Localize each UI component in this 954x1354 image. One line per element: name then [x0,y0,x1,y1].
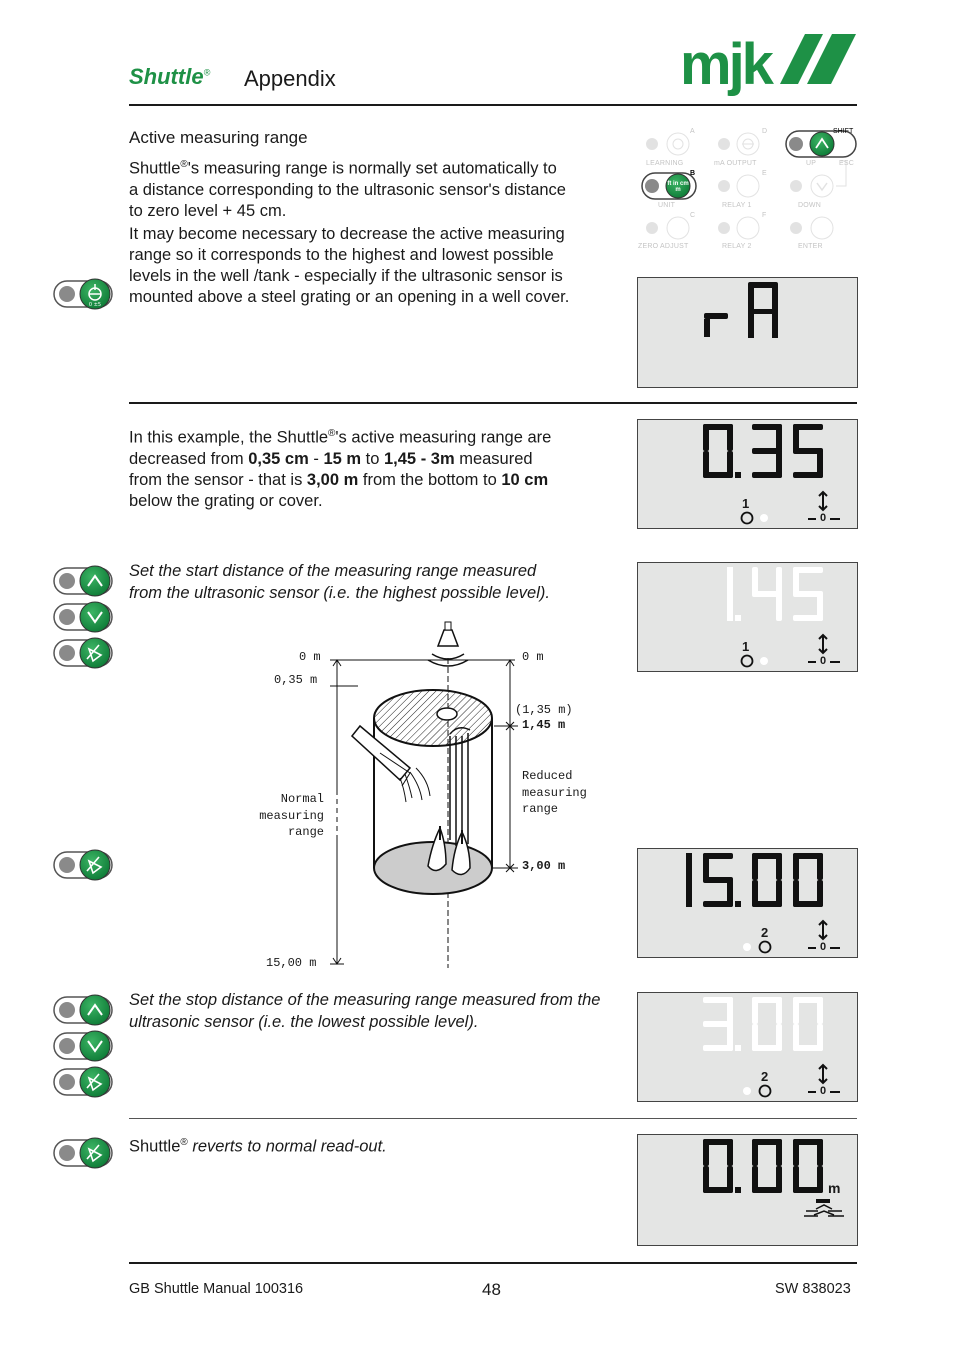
page-number: 48 [482,1280,501,1299]
lcd5-zero-mark: 0 [820,1085,827,1097]
lcd-display-145 [637,562,858,672]
lcd3-zero-mark: 0 [820,655,827,667]
lcd-segment [752,997,758,1024]
s2-bold: 15 m [323,449,362,468]
lcd-segment [776,997,782,1024]
section-heading: Active measuring range [129,128,308,147]
p1-reg: ® [180,159,188,170]
lcd4-relay-icon [738,939,774,955]
lcd-segment [776,567,782,594]
lcd-segment [727,1139,733,1166]
up-button[interactable] [53,565,113,597]
lcd-segment [793,1139,799,1166]
lcd2-zero-mark: 0 [820,512,827,524]
panel-letter-d: D [762,128,768,135]
panel-label-relay2: RELAY 2 [722,243,752,250]
lcd-display-035 [637,419,858,529]
lcd-segment [752,1139,758,1166]
p2-line4: mounted above a steel grating or an opening in a well cover. [129,288,570,306]
p1-line3: to zero level + 45 cm. [129,201,287,220]
s2-text: to [361,449,384,468]
lcd-segment [703,424,709,451]
step3-reg: ® [180,1137,188,1148]
left-label-normal-range [240,791,324,841]
reduced-line3: range [522,802,559,816]
panel-letter-b: B [690,170,696,177]
lcd4-relay-number: 2 [761,925,769,940]
brand-reg: ® [203,67,211,78]
step3-brand: Shuttle [129,1137,181,1156]
zero-adjust-button[interactable] [53,278,113,310]
panel-letter-a: A [690,128,695,135]
lcd-segment [752,880,758,907]
right-label-145m: 1,45 m [522,718,566,732]
enter-button[interactable] [53,849,113,881]
brand-name: Shuttle [129,64,204,89]
p1-brand: Shuttle [129,159,181,178]
lcd5-relay-icon [738,1083,774,1099]
s2-reg: ® [328,428,336,439]
p1-line2: a distance corresponding to the ultrasonic sensor's distance [129,180,566,199]
lcd2-relay-icon [740,510,770,526]
section-rule-2 [129,1118,857,1119]
lcd-decimal-point [735,1187,741,1193]
lcd-display-1500 [637,848,858,958]
lcd-display-000 [637,1134,858,1246]
panel-letter-c: C [690,212,696,219]
enter-button[interactable] [53,637,113,669]
lcd6-level-icon [802,1197,846,1223]
step2-line1: Set the stop distance of the measuring range measured from the [129,991,601,1009]
p2-line1: It may become necessary to decrease the active measuring [129,225,565,243]
lcd3-relay-icon [740,653,770,669]
lcd-segment [703,853,709,880]
lcd-segment [817,1139,823,1166]
panel-label-enter: ENTER [798,243,823,250]
right-label-135m: (1,35 m) [515,703,573,717]
panel-shift-label: SHIFT [833,128,854,135]
p2-line3: levels in the well /tank - especially if the ultrasonic sensor is [129,267,563,285]
left-label-035m: 0,35 m [274,673,318,687]
normal-line1: Normal [280,792,324,806]
lcd5-relay-number: 2 [761,1069,769,1084]
lcd2-relay-number: 1 [742,496,750,511]
enter-button[interactable] [53,1137,113,1169]
enter-button[interactable] [53,1066,113,1098]
lcd-segment [776,424,782,451]
section2-paragraph [129,423,551,512]
lcd4-zero-mark: 0 [820,941,827,953]
lcd-segment [817,853,823,880]
section1-paragraph1 [129,154,566,222]
lcd-segment [776,1139,782,1166]
footer-sw-version: SW 838023 [775,1281,851,1297]
step1-instruction [129,560,550,604]
lcd6-digits [638,1135,857,1245]
panel-unit-text: ft in cm m [667,181,689,193]
page-title: Appendix [244,66,336,91]
panel-letter-f: F [762,212,767,219]
s2-bold: 10 cm [501,470,549,489]
section1-paragraph2 [129,224,569,308]
lcd-segment [703,1045,733,1051]
lcd-segment [686,853,692,907]
mjk-logo-text: mjk [680,32,771,97]
panel-label-ma-output: mA OUTPUT [714,160,757,167]
lcd-segment [727,567,733,621]
lcd6-unit: m [828,1180,841,1196]
lcd-segment [752,853,758,880]
s2-text: - [308,449,324,468]
lcd-segment [793,1024,799,1051]
lcd-segment [703,1166,709,1193]
s2-bold: 0,35 cm [248,449,309,468]
lcd-segment [752,472,782,478]
s2-text: 's active measuring range are [335,428,552,447]
panel-label-unit: UNIT [658,202,676,209]
footer-manual-name: GB Shuttle Manual 100316 [129,1281,304,1297]
section-rule-1 [129,402,857,404]
lcd-decimal-point [735,1045,741,1051]
lcd-display-300 [637,992,858,1102]
lcd-segment [793,853,799,880]
normal-line3: range [287,825,324,839]
well-diagram [240,618,620,973]
s2-bold: 1,45 - 3m [384,449,455,468]
panel-label-zero-adjust: ZERO ADJUST [638,243,689,250]
step1-line2: from the ultrasonic sensor (i.e. the highest possible level). [129,584,550,602]
left-label-0m: 0 m [299,650,321,664]
lcd-segment [727,997,733,1024]
lcd-segment [793,424,799,451]
lcd-segment [793,1166,799,1193]
down-button[interactable] [53,601,113,633]
right-label-300m: 3,00 m [522,859,566,873]
step2-instruction [129,989,600,1033]
panel-letter-e: E [762,170,767,177]
panel-label-down: DOWN [798,202,821,209]
lcd-segment [793,880,799,907]
s2-text: below the grating or cover. [129,491,323,510]
lcd-segment [752,1024,758,1051]
lcd-segment [776,853,782,880]
reduced-line2: measuring [522,785,587,800]
lcd-segment [793,997,799,1024]
lcd-segment [703,901,733,907]
lcd-segment [752,567,758,594]
panel-label-esc: ESC [839,160,854,167]
right-label-reduced-range [522,768,587,818]
left-label-15m: 15,00 m [266,956,317,970]
lcd-segment [776,594,782,621]
lcd-decimal-point [735,901,741,907]
lcd-segment [727,424,733,451]
lcd-segment [703,451,709,478]
up-button[interactable] [53,994,113,1026]
lcd3-relay-number: 1 [742,639,750,654]
lcd-segment [793,472,823,478]
panel-label-relay1: RELAY 1 [722,202,752,209]
p2-line2: range so it corresponds to the highest and lowest possible [129,246,554,264]
footer-rule [129,1262,857,1264]
header-rule [129,104,857,106]
lcd-segment [793,567,799,594]
lcd-segment [793,615,823,621]
brand-logo [129,64,210,90]
lcd-decimal-point [735,472,741,478]
s2-text: In this example, the Shuttle [129,428,329,447]
lcd-segment [703,1139,709,1166]
panel-label-up: UP [806,160,817,167]
right-label-0m: 0 m [522,650,544,664]
step3-text: reverts to normal read-out. [187,1137,387,1156]
lcd-display-ra [637,277,858,388]
s2-text: measured [454,449,533,468]
svg-text:0 ±5: 0 ±5 [88,302,102,308]
lcd-decimal-point [735,615,741,621]
panel-label-learning: LEARNING [646,160,684,167]
mjk-logo [680,32,858,102]
lcd1-value [640,280,641,281]
lcd-segment [817,997,823,1024]
s2-text: decreased from [129,449,249,468]
reduced-line1: Reduced [522,769,573,783]
step1-line1: Set the start distance of the measuring range measured [129,562,537,580]
s2-bold: 3,00 m [306,470,359,489]
normal-line2: measuring [259,808,324,823]
down-button[interactable] [53,1030,113,1062]
s2-text: from the sensor - that is [129,470,307,489]
s2-text: from the bottom to [358,470,502,489]
p1-rest: 's measuring range is normally set automatically to [187,159,557,178]
step3-instruction [129,1132,387,1158]
lcd-segment [752,1166,758,1193]
step2-line2: ultrasonic sensor (i.e. the lowest possible level). [129,1013,479,1031]
keypad-panel [636,126,858,256]
